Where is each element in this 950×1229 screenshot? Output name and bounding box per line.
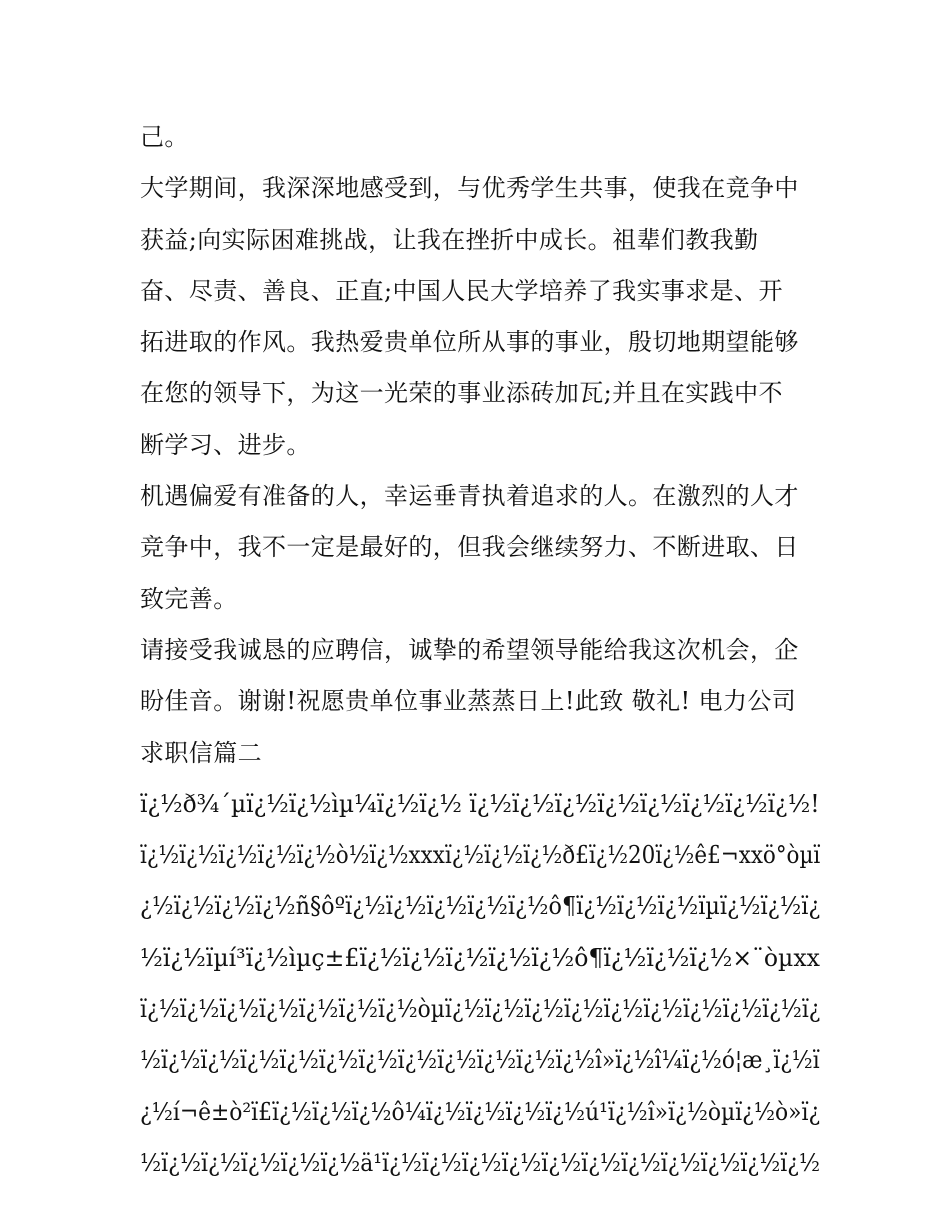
text-line: 盼佳音。谢谢!祝愿贵单位事业蒸蒸日上!此致 敬礼! 电力公司 (140, 687, 797, 716)
text-line: 断学习、进步。 (140, 430, 311, 459)
text-line: 大学期间，我深深地感受到，与优秀学生共事，使我在竞争中 (140, 174, 799, 203)
garbled-line: ï¿½ð¾´µï¿½ï¿½ìµ¼ï¿½ï¿½ ï¿½ï¿½ï¿½ï¿½ï¿½ï¿½ï¿½ï¿½! (140, 789, 820, 818)
text-line: 己。 (140, 123, 189, 151)
text-line: 获益;向实际困难挑战，让我在挫折中成长。祖辈们教我勤 (140, 225, 759, 254)
text-line: 奋、尽责、善良、正直;中国人民大学培养了我实事求是、开 (140, 276, 783, 305)
document-body (140, 112, 820, 1189)
text-line: 在您的领导下，为这一光荣的事业添砖加瓦;并且在实践中不 (140, 379, 783, 408)
text-line: 竞争中，我不一定是最好的，但我会继续努力、不断进取、日 (140, 533, 799, 562)
garbled-line: ½ï¿½ïµí³ï¿½ìµç±£ï¿½ï¿½ï¿½ï¿½ï¿½ô¶ï¿½ï¿½ï¿½×¨òµxx (140, 943, 820, 972)
text-line: 请接受我诚恳的应聘信，诚挚的希望领导能给我这次机会，企 (140, 635, 799, 664)
garbled-line: ï¿½ï¿½ï¿½ï¿½ï¿½ï¿½ï¿½òµï¿½ï¿½ï¿½ï¿½ï¿½ï¿½ï¿½ï¿½ï¿½ï¿ (140, 995, 821, 1024)
garbled-line: ï¿½ï¿½ï¿½ï¿½ï¿½ò½ï¿½xxxï¿½ï¿½ï¿½ð£ï¿½20ï¿½ê£¬xxö°òµï (140, 841, 821, 870)
text-line: 致完善。 (140, 584, 238, 613)
garbled-line: ½ï¿½ï¿½ï¿½ï¿½ï¿½ä¹ï¿½ï¿½ï¿½ï¿½ï¿½ï¿½ï¿½ï¿½ï¿½ï¿½ï¿½ (140, 1148, 821, 1177)
section-heading: 求职信篇二 (140, 738, 262, 767)
garbled-line: ¿½í¬ê±ò²ï£ï¿½ï¿½ï¿½ô¼ï¿½ï¿½ï¿½ï¿½ú¹ï¿½î»ï¿½òµï¿½ò»ï¿ (140, 1097, 821, 1126)
text-line: 拓进取的作风。我热爱贵单位所从事的事业，殷切地期望能够 (140, 328, 799, 357)
garbled-line: ½ï¿½ï¿½ï¿½ï¿½ï¿½ï¿½ï¿½ï¿½ï¿½ï¿½ï¿½î»ï¿½î¼ï¿½ó¦æ¸ï¿½ï (140, 1046, 820, 1075)
garbled-line: ¿½ï¿½ï¿½ï¿½ñ§ôºï¿½ï¿½ï¿½ï¿½ï¿½ô¶ï¿½ï¿½ï¿½ïµï¿½ï¿½ï¿ (140, 892, 821, 921)
text-line: 机遇偏爱有准备的人，幸运垂青执着追求的人。在激烈的人才 (140, 482, 799, 511)
